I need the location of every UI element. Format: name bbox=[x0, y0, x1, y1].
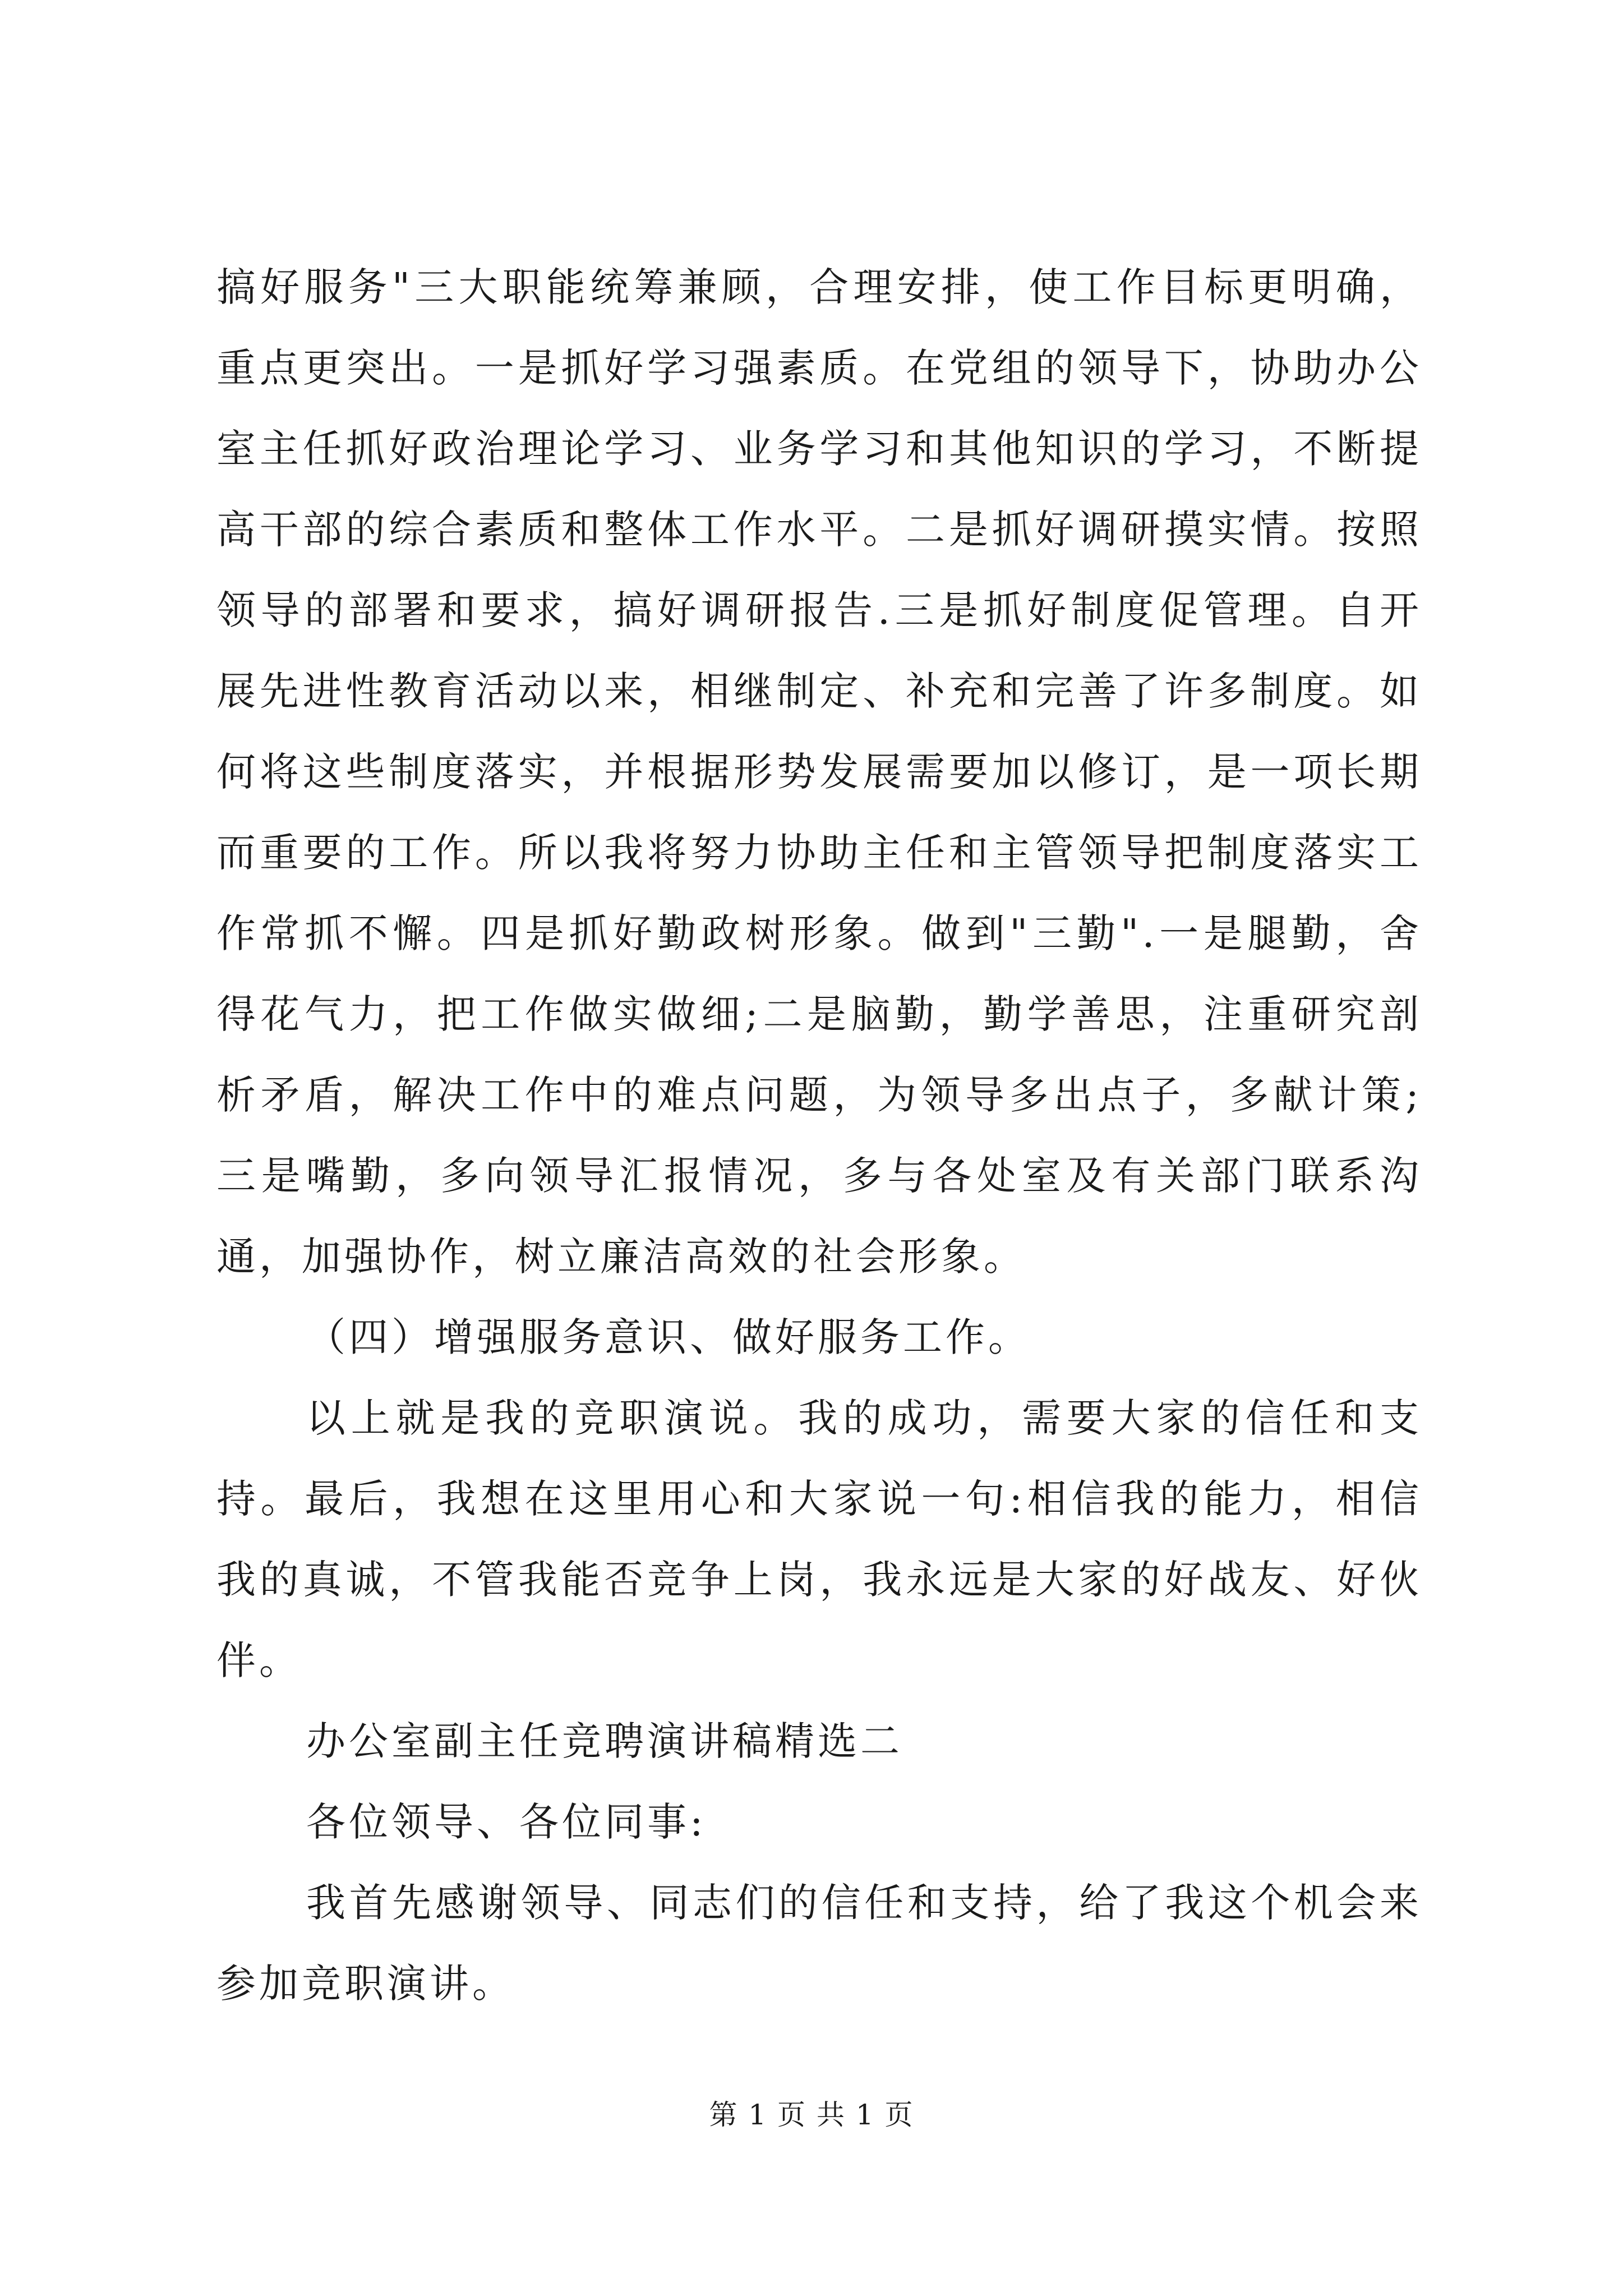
salutation: 各位领导、各位同事: bbox=[306, 1799, 707, 1845]
paragraph-continuation: 搞好服务"三大职能统筹兼顾，合理安排，使工作目标更明确，重点更突出。一是抓好学习强素质。在党组的领导下，协助办公室主任抓好政治理论学习、业务学习和其他知识的学习，不断提高干部的综合素质和整体工作水平。二是抓好调研摸实情。按照领导的部署和要求，搞好调研报告.三是抓好制度促管理。自开展先进性教育活动以来，相继制定、补充和完善了许多制度。如何将这些制度落实，并根据形势发展需要加以修订，是一项长期而重要的工作。所以我将努力协助主任和主管领导把制度落实工作常抓不懈。四是抓好勤政树形象。做到"三勤".一是腿勤，舍得花气力，把工作做实做细;二是脑勤，勤学善思，注重研究剖析矛盾，解决工作中的难点问题，为领导多出点子，多献计策;三是嘴勤，多向领导汇报情况，多与各处室及有关部门联系沟通，加强协作，树立廉洁高效的社会形象。 bbox=[216, 264, 1422, 1280]
paragraph-closing: 以上就是我的竞职演说。我的成功，需要大家的信任和支持。最后，我想在这里用心和大家说一句:相信我的能力，相信我的真诚，不管我能否竞争上岗，我永远是大家的好战友、好伙伴。 bbox=[216, 1395, 1422, 1683]
article-title-2: 办公室副主任竞聘演讲稿精选二 bbox=[306, 1718, 903, 1764]
paragraph-opening: 我首先感谢领导、同志们的信任和支持，给了我这个机会来参加竞职演讲。 bbox=[216, 1880, 1422, 2007]
page-number-footer: 第 1 页 共 1 页 bbox=[709, 2099, 914, 2131]
section-heading-4: （四）增强服务意识、做好服务工作。 bbox=[306, 1314, 1031, 1360]
document-body bbox=[216, 247, 1422, 2024]
